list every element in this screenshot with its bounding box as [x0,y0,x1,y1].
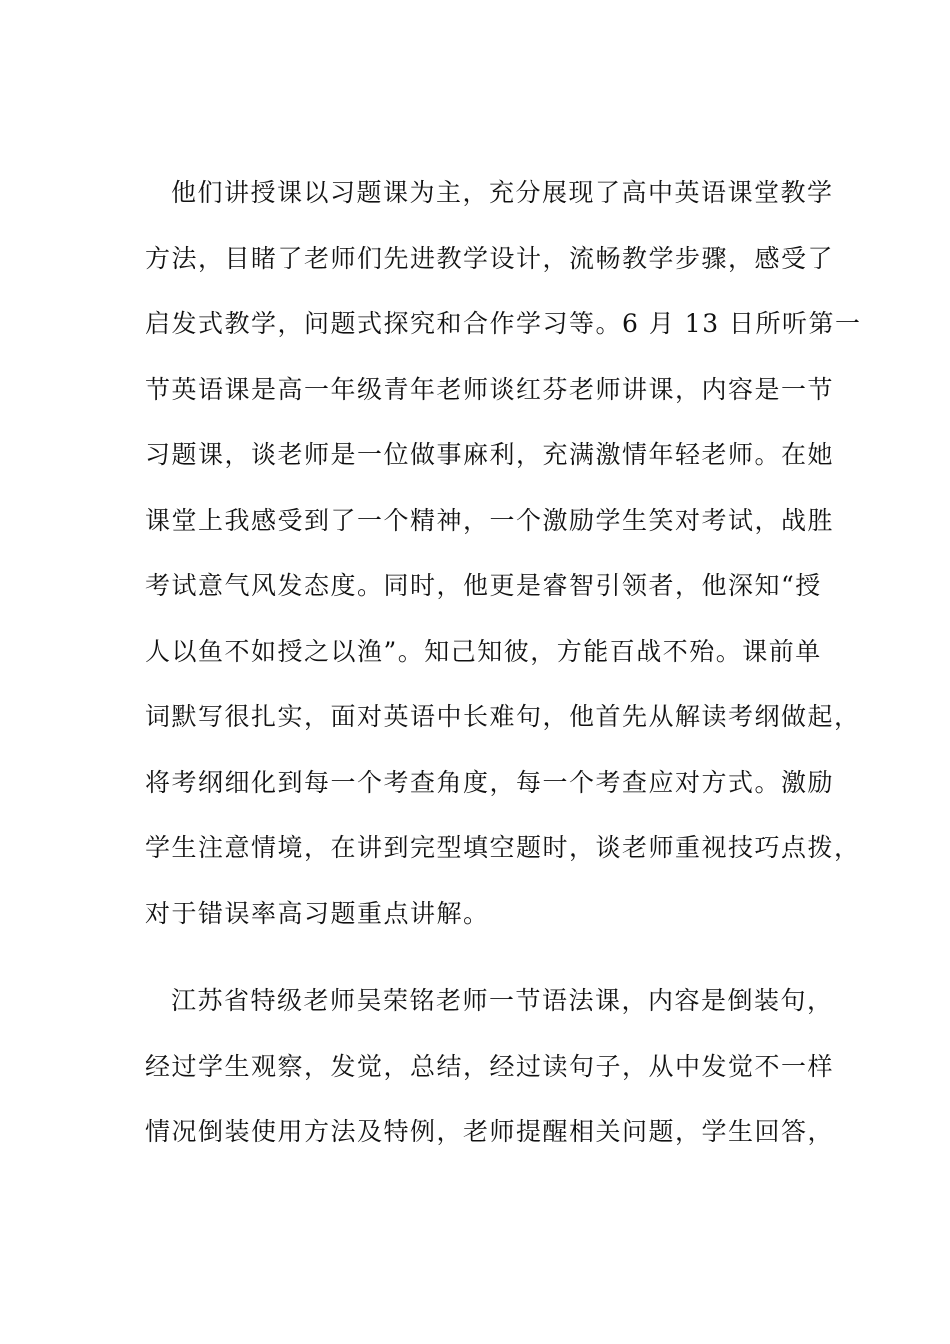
text-line: 经过学生观察，发觉，总结，经过读句子，从中发觉不一样 [145,1051,835,1081]
text-line: 节英语课是高一年级青年老师谈红芬老师讲课，内容是一节 [145,374,835,404]
text-line: 课堂上我感受到了一个精神，一个激励学生笑对考试，战胜 [145,505,835,535]
text-line: 人以鱼不如授之以渔”。知己知彼，方能百战不殆。课前单 [145,636,822,666]
text-line: 方法，目睹了老师们先进教学设计，流畅教学步骤，感受了 [145,243,835,273]
text-line: 启发式教学，问题式探究和合作学习等。6 月 13 日所听第一 [145,309,862,338]
text-line: 他们讲授课以习题课为主，充分展现了高中英语课堂教学 [171,178,834,207]
paragraph-1 [145,160,862,946]
text-line: 将考纲细化到每一个考查角度，每一个考查应对方式。激励 [145,767,835,797]
text-line: 对于错误率高习题重点讲解。 [145,898,490,928]
text-line: 情况倒装使用方法及特例，老师提醒相关问题，学生回答， [145,1117,835,1146]
text-line: 词默写很扎实，面对英语中长难句，他首先从解读考纲做起， [145,702,861,731]
text-line: 习题课，谈老师是一位做事麻利，充满激情年轻老师。在她 [145,440,835,469]
text-line: 学生注意情境，在讲到完型填空题时，谈老师重视技巧点拨， [145,833,861,862]
paragraph-2 [145,968,845,1165]
text-line: 考试意气风发态度。同时，他更是睿智引领者，他深知“授 [145,571,822,600]
text-line: 江苏省特级老师吴荣铭老师一节语法课，内容是倒装句， [171,986,834,1015]
